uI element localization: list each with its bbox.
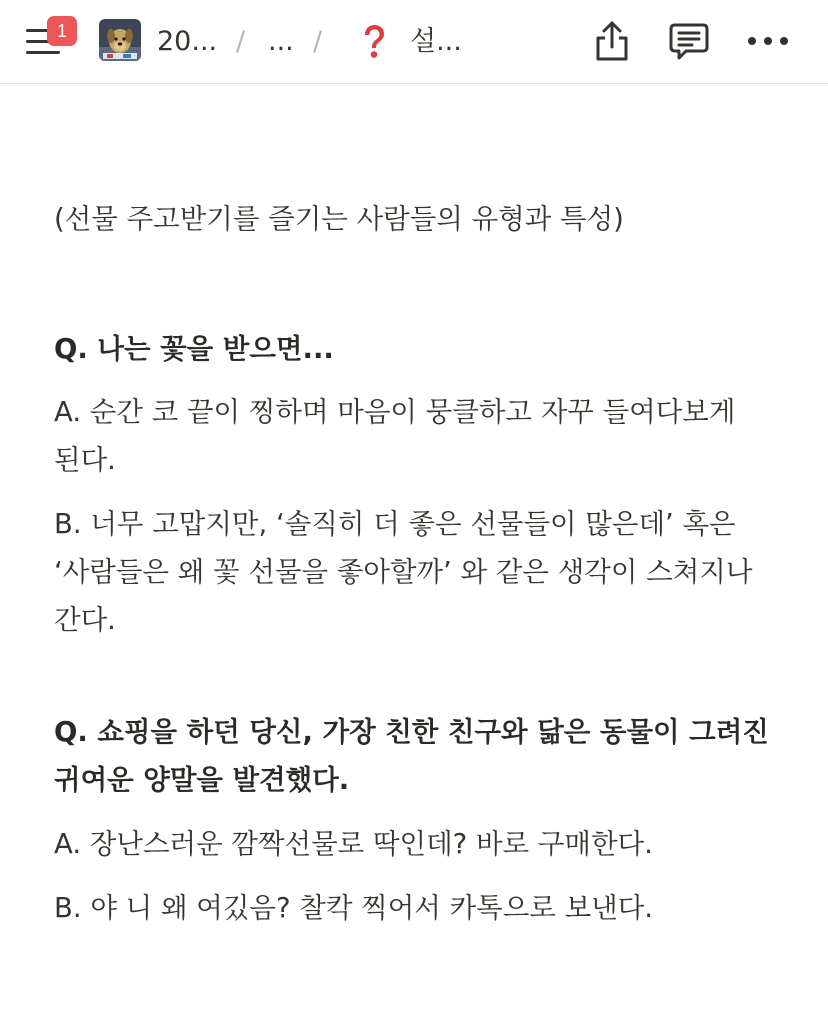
more-icon xyxy=(744,18,792,64)
top-bar xyxy=(0,0,828,84)
notification-badge: 1 xyxy=(47,16,77,46)
breadcrumb-separator: / xyxy=(236,26,246,57)
breadcrumb-item-collapsed[interactable]: ... xyxy=(268,26,294,57)
q1-answer-b-line-2: ‘사람들은 왜 꽃 선물을 좋아할까’ 와 같은 생각이 스쳐지나 xyxy=(54,556,753,588)
question-2-line-1: Q. 쇼핑을 하던 당신, 가장 친한 친구와 닮은 동물이 그려진 xyxy=(54,716,769,748)
q2-answer-a: A. 장난스러운 깜짝선물로 딱인데? 바로 구매한다. xyxy=(54,828,653,860)
workspace-avatar[interactable] xyxy=(99,19,141,61)
question-2-line-2: 귀여운 양말을 발견했다. xyxy=(54,764,350,796)
page-subtitle: (선물 주고받기를 즐기는 사람들의 유형과 특성) xyxy=(54,203,624,235)
q2-answer-b: B. 야 니 왜 여깄음? 찰칵 찍어서 카톡으로 보낸다. xyxy=(54,892,654,924)
more-options-button[interactable] xyxy=(744,18,792,64)
share-icon xyxy=(589,18,635,64)
breadcrumb-separator: / xyxy=(313,26,323,57)
q1-answer-b-line-1: B. 너무 고맙지만, ‘솔직히 더 좋은 선물들이 많은데’ 혹은 xyxy=(54,508,736,540)
breadcrumb-item-current-page[interactable]: 설... xyxy=(410,26,462,57)
dog-avatar-image xyxy=(99,19,141,61)
q1-answer-a-line-2: 된다. xyxy=(54,444,116,476)
share-button[interactable] xyxy=(589,18,635,64)
q1-answer-b-line-3: 간다. xyxy=(54,604,116,636)
comment-icon xyxy=(666,18,712,64)
question-mark-icon xyxy=(359,24,389,60)
question-1: Q. 나는 꽃을 받으면... xyxy=(54,333,334,365)
menu-button[interactable] xyxy=(22,22,68,62)
q1-answer-a-line-1: A. 순간 코 끝이 찡하며 마음이 뭉클하고 자꾸 들여다보게 xyxy=(54,396,736,428)
breadcrumb-item-workspace[interactable]: 20... xyxy=(157,26,218,57)
comments-button[interactable] xyxy=(666,18,712,64)
